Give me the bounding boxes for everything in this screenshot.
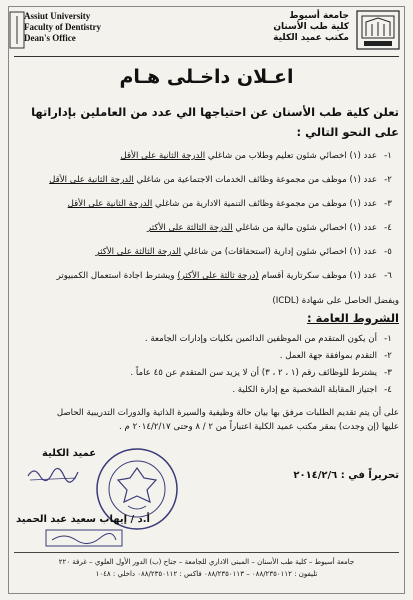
condition-text: أن يكون المتقدم من الموظفين الدائمين بكليات وإدارات الجامعة . [144,334,377,344]
written-date: تحريراً في : ٢٠١٤/٢/٦ [293,470,399,481]
office-name-ar: مكتب عميد الكلية [273,33,349,43]
footer-divider [14,552,399,553]
position-requirement: ويشترط اجادة استعمال الكمبيوتر [56,271,178,281]
intro-paragraph: تعلن كلية طب الأسنان عن احتياجها الي عدد من العاملين بإداراتها على النحو التالي : [31,105,399,139]
position-number: ١- [384,151,392,161]
signature-stamp-icon [44,528,124,548]
condition-number: ١- [384,334,392,344]
faculty-name-en: Faculty of Dentistry [24,22,101,32]
position-item [14,150,399,174]
position-grade: الدرجة الثالثة على الأكثر [95,247,182,257]
position-text-main: عدد (١) موظف من مجموعة وظائف التنمية الادارية من شاغلي [152,199,377,209]
position-text-main: عدد (١) موظف من مجموعة وظائف الخدمات الاجتماعية من شاغلي [133,175,377,185]
condition-number: ٢- [384,351,392,361]
condition-number: ٣- [384,368,392,378]
condition-item [14,333,399,350]
office-name-en: Dean's Office [24,33,76,43]
handwritten-date-icon [24,462,84,484]
footer-address: جامعة أسيوط – كلية طب الأسنان – المبنى الاداري للجامعة – جناح (ب) الدور الأول العلوي – غرفة ٢٢٠ [58,558,355,566]
position-number: ٦- [384,271,392,281]
condition-number: ٤- [384,385,392,395]
conditions-list [14,333,399,401]
dean-title: عميد الكلية [42,448,97,459]
position-text [14,222,377,234]
submission-line-1: على أن يتم تقديم الطلبات مرفق بها بيان حالة وظيفية والسيرة الذاتية والدورات التدريبية الحاصل [56,408,399,418]
condition-item [14,384,399,401]
position-text-main: عدد (١) اخصائي شئون مالية من شاغلي [232,223,377,233]
positions-list [14,150,399,294]
footer [14,556,399,580]
header-arabic [209,11,349,44]
submission-note [14,406,399,434]
position-text-main: عدد (١) موظف سكرتارية أقسام [258,271,377,281]
position-item [14,222,399,246]
position-grade: الدرجة الثالثة على الأكثر [147,223,233,233]
position-grade: الدرجة الثانية على الأقل [120,151,206,161]
position-item [14,270,399,294]
position-item [14,246,399,270]
condition-text: اجتياز المقابلة الشخصية مع إدارة الكلية . [232,385,377,395]
submission-line-2: عليها (إن وجدت) بمقر مكتب عميد الكلية اعتباراً من ٢ / ٨ وحتى ٢٠١٤/٢/١٧ م . [119,422,399,432]
position-grade: (درجة ثالثة على الأكثر) [177,271,259,281]
position-grade: الدرجة الثانية على الأقل [49,175,134,185]
position-number: ٣- [384,199,392,209]
university-crest-icon [356,10,400,50]
position-text [14,270,377,282]
condition-item [14,367,399,384]
position-item [14,174,399,198]
position-item [14,198,399,222]
position-text [14,150,377,162]
condition-text: التقدم بموافقة جهة العمل . [279,351,377,361]
position-text [14,246,377,258]
university-name-ar: جامعة أسيوط [289,11,349,21]
position-text [14,198,377,210]
conditions-heading: الشروط العامة : [307,311,399,325]
position-text [14,174,377,186]
header-english [24,11,184,44]
dean-name: أ.د / إيهاب سعيد عبد الحميد [16,514,150,525]
position-text-main: عدد (١) اخصائي شئون تعليم وطلاب من شاغلي [205,151,377,161]
footer-phones: تليفون : ٠٨٨/٢٣٥٠١١٢ – ٠٨٨/٢٣٥٠١١٣ فاكس : ٠٨٨/٢٣٥٠١١٢ داخلي : ١٠٤٨ [95,570,318,578]
faculty-name-ar: كلية طب الأسنان [273,22,349,32]
university-name-en: Assiut University [24,11,91,21]
page-title: اعـلان داخـلى هـام [119,66,294,88]
position-text-main: عدد (١) اخصائي شئون إدارية (استحقاقات) من شاغلي [181,247,377,257]
position-grade: الدرجة الثانية على الأقل [67,199,153,209]
icdl-note: ويفضل الحاصل على شهادة (ICDL) [272,296,399,306]
position-number: ٥- [384,247,392,257]
position-number: ٤- [384,223,392,233]
condition-item [14,350,399,367]
position-number: ٢- [384,175,392,185]
header-divider [14,56,399,57]
condition-text: يشترط للوظائف رقم (١ ، ٢ ، ٣) أن لا يزيد سن المتقدم عن ٤٥ عاماً . [130,368,377,378]
